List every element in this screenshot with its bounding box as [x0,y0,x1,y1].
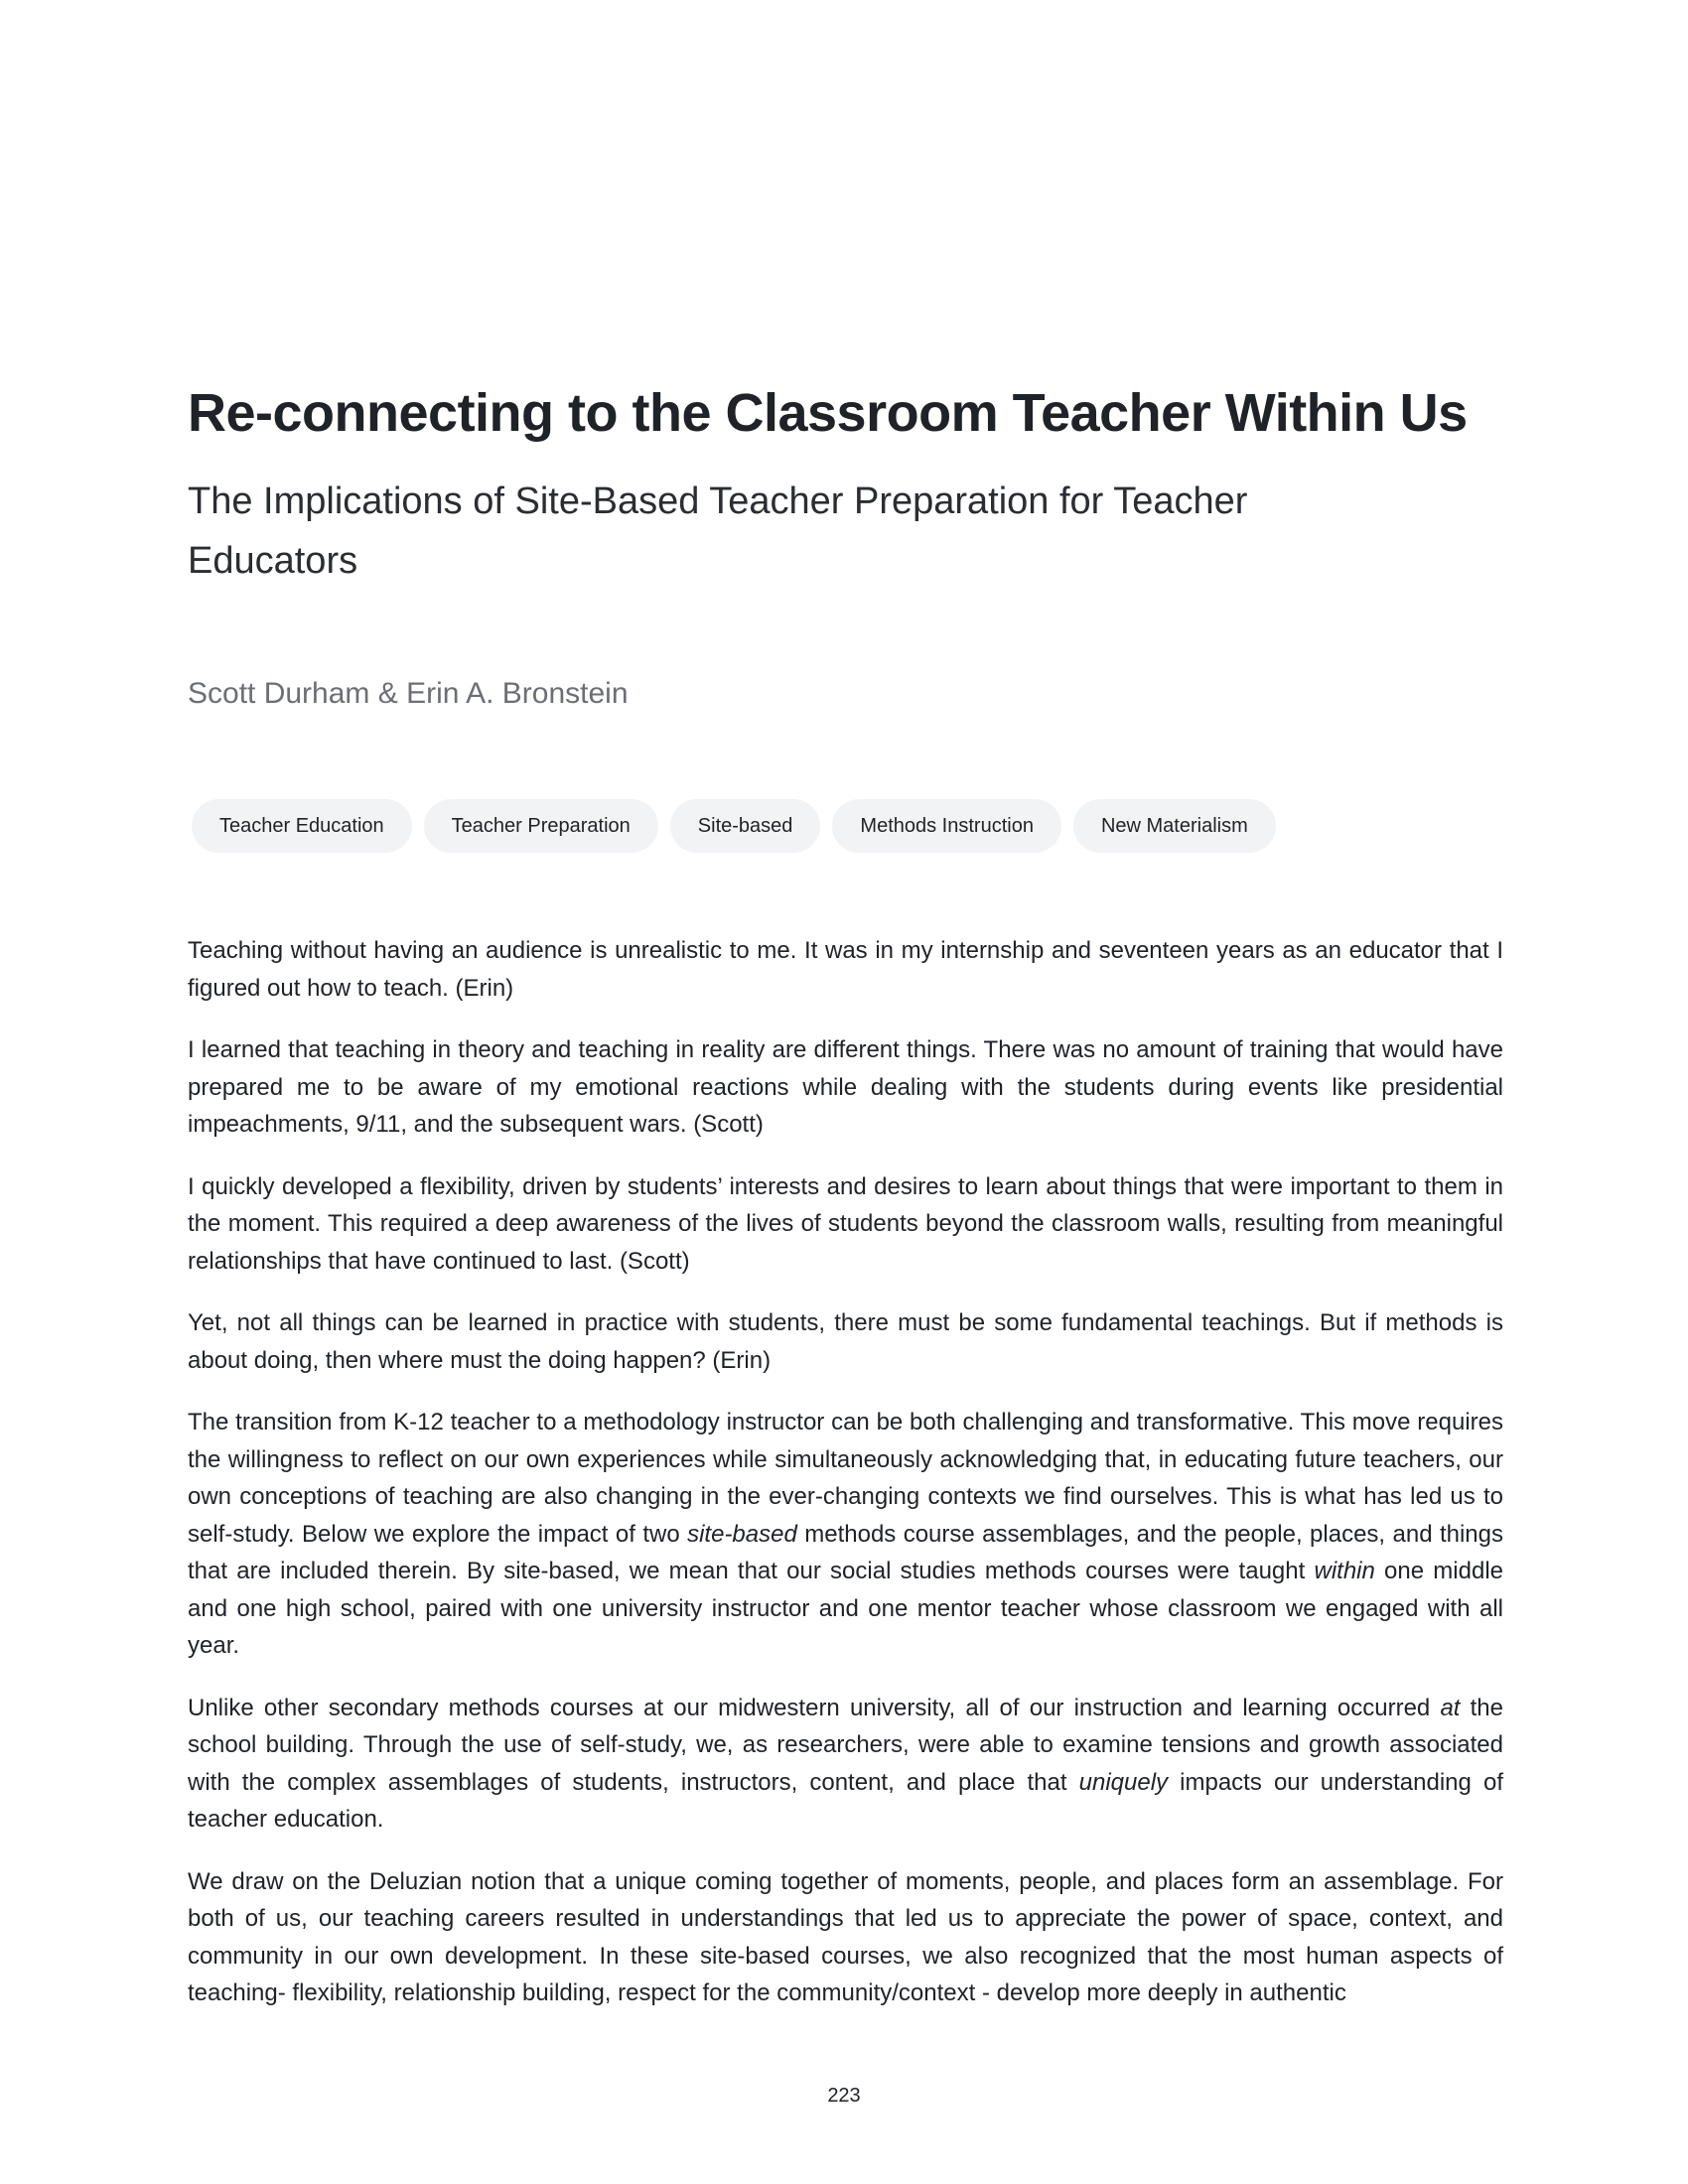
paragraph-5-text-b: methods course assemblages, and the people, places, and things that are included therein. By site-based, we mean that our social studies methods courses were taught [188,1520,1504,1584]
paragraph-7: We draw on the Deluzian notion that a unique coming together of moments, people, and places form an assemblage. For both of us, our teaching careers resulted in understandings that led us to appreciate the power of space, context, and community in our own development. In these site-based courses, we also recognized that the most human aspects of teaching- flexibility, relationship building, respect for the community/context - develop more deeply in authentic [188,1867,1503,2006]
paragraph-1: Teaching without having an audience is unrealistic to me. It was in my internship and seventeen years as an educator that I figured out how to teach. (Erin) [188,937,1503,1002]
paragraph-6-emphasis-2: uniquely [1078,1768,1169,1796]
paragraph-6-text-b: the school building. Through the use of self-study, we, as researchers, were able to examine tensions and growth associated with the complex assemblages of students, instructors, content, and place that [188,1694,1503,1796]
tag-site-based[interactable]: Site-based [670,799,821,853]
tag-teacher-education[interactable]: Teacher Education [192,799,412,853]
article-body [188,932,1503,2012]
keyword-tags [192,799,1503,853]
article [188,382,1503,2037]
paragraph-6-text-a: Unlike other secondary methods courses at our midwestern university, all of our instruction and learning occurred [188,1694,1441,1721]
paragraph-3: I quickly developed a flexibility, driven by students’ interests and desires to learn about things that were important to them in the moment. This required a deep awareness of the lives of students beyond the classroom walls, resulting from meaningful relationships that have continued to last. (Scott) [188,1172,1503,1275]
article-title: Re-connecting to the Classroom Teacher Within Us [188,383,1468,443]
tag-new-materialism[interactable]: New Materialism [1073,799,1276,853]
paragraph-2: I learned that teaching in theory and teaching in reality are different things. There was no amount of training that would have prepared me to be aware of my emotional reactions while dealing with the students during events like presidential impeachments, 9/11, and the subsequent wars. (Scott) [188,1036,1503,1138]
paragraph-6-emphasis-1: at [1440,1694,1461,1721]
paragraph-6 [188,1690,1503,1839]
paragraph-5-emphasis-1: site-based [687,1520,797,1548]
paragraph-5 [188,1404,1503,1665]
article-subtitle: The Implications of Site-Based Teacher Preparation for Teacher Educators [188,480,1248,582]
tag-methods-instruction[interactable]: Methods Instruction [832,799,1061,853]
tag-teacher-preparation[interactable]: Teacher Preparation [424,799,658,853]
paragraph-5-text-c: one middle and one high school, paired with one university instructor and one mentor teacher whose classroom we engaged with all year. [188,1558,1504,1659]
paragraph-4: Yet, not all things can be learned in practice with students, there must be some fundamental teachings. But if methods is about doing, then where must the doing happen? (Erin) [188,1309,1503,1374]
paragraph-5-text-a: The transition from K-12 teacher to a methodology instructor can be both challenging and transformative. This move requires the willingness to reflect on our own experiences while simultaneously acknowledging that, in educating future teachers, our own conceptions of teaching are also changing in the ever-changing contexts we find ourselves. This is what has led us to self-study. Below we explore the impact of two [188,1409,1503,1548]
paragraph-6-text-c: impacts our understanding of teacher education. [188,1768,1503,1833]
paragraph-5-emphasis-2: within [1314,1558,1375,1584]
page-number: 223 [827,2085,861,2107]
article-authors: Scott Durham & Erin A. Bronstein [188,677,629,710]
